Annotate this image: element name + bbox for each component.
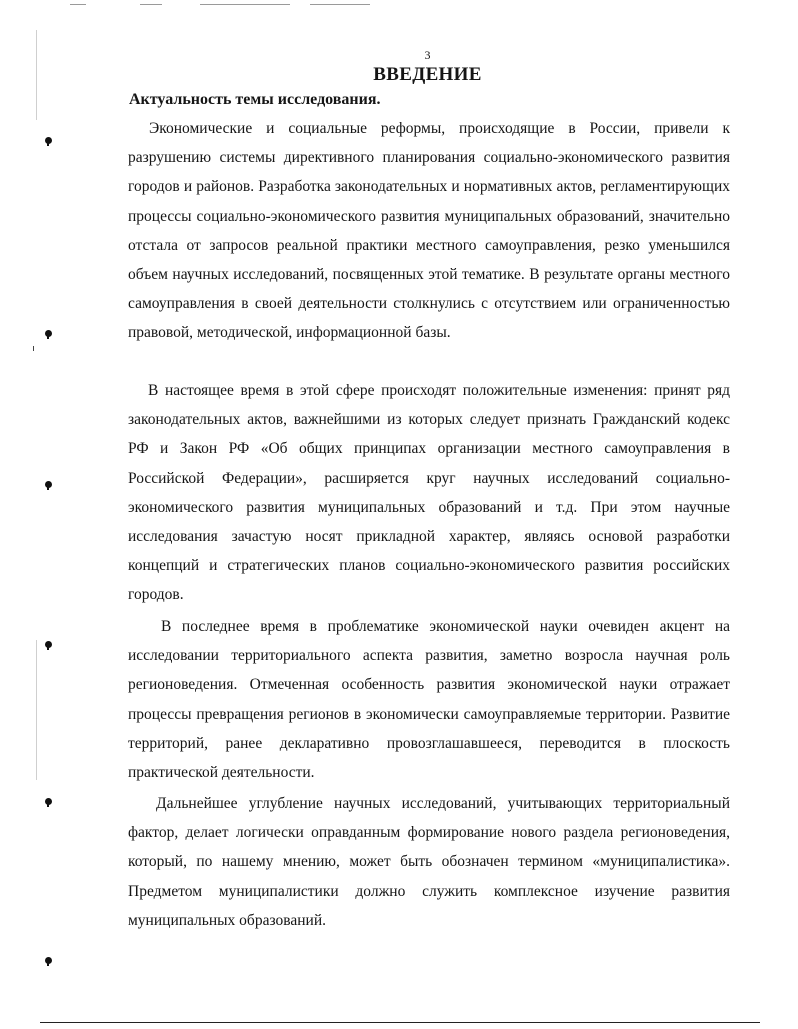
- scan-artifact-line: [310, 4, 370, 5]
- binder-hole-mark: [45, 481, 52, 488]
- binder-hole-mark: [45, 798, 52, 805]
- paragraph-4: Дальнейшее углубление научных исследований, учитывающих территориальный фактор, делает логически оправданным формирование нового раздела регионоведения, который, по нашему мнению, может быть обозначен термином «муниципалистика». Предметом муниципалистики должно служить комплексное изучение развития муниципальных образований.: [128, 795, 730, 929]
- paragraph-1: Экономические и социальные реформы, происходящие в России, привели к разрушению системы директивного планирования социально-экономического развития городов и районов. Разработка законодательных и нормативных актов, регламентирующих процессы социально-экономического развития муниципальных образований, значительно отстала от запросов реальной практики местного самоуправления, резко уменьшился объем научных исследований, посвященных этой тематике. В результате органы местного самоуправления в своей деятельности столкнулись с отсутствием или ограниченностью правовой, методической, информационной базы.: [128, 120, 730, 342]
- page-number: 3: [424, 48, 431, 62]
- scan-margin-line: [36, 640, 37, 780]
- binder-hole-mark: [45, 957, 52, 964]
- scan-bottom-line: [40, 1022, 760, 1023]
- paragraph-3: В последнее время в проблематике экономической науки очевиден акцент на исследовании территориального аспекта развития, заметно возросла научная роль регионоведения. Отмеченная особенность развития экономической науки отражает процессы превращения регионов в экономически самоуправляемые территории. Развитие территорий, ранее декларативно провозглашавшееся, переводится в плоскость практической деятельности.: [128, 618, 730, 782]
- scan-artifact-line: [200, 4, 290, 5]
- scan-speck: [33, 346, 34, 351]
- scan-artifact-line: [70, 4, 86, 5]
- scan-artifact-line: [140, 4, 162, 5]
- binder-hole-mark: [45, 137, 52, 144]
- section-heading: Актуальность темы исследования.: [129, 91, 381, 108]
- page-title: ВВЕДЕНИЕ: [373, 64, 482, 85]
- binder-hole-mark: [45, 330, 52, 337]
- paragraph-2: В настоящее время в этой сфере происходят положительные изменения: принят ряд законодательных актов, важнейшими из которых следует признать Гражданский кодекс РФ и Закон РФ «Об общих принципах организации местного самоуправления в Российской Федерации», расширяется круг научных исследований социально-экономического развития муниципальных образований и т.д. При этом научные исследования зачастую носят прикладной характер, являясь основой разработки концепций и стратегических планов социально-экономического развития российских городов.: [128, 382, 730, 604]
- binder-hole-mark: [45, 641, 52, 648]
